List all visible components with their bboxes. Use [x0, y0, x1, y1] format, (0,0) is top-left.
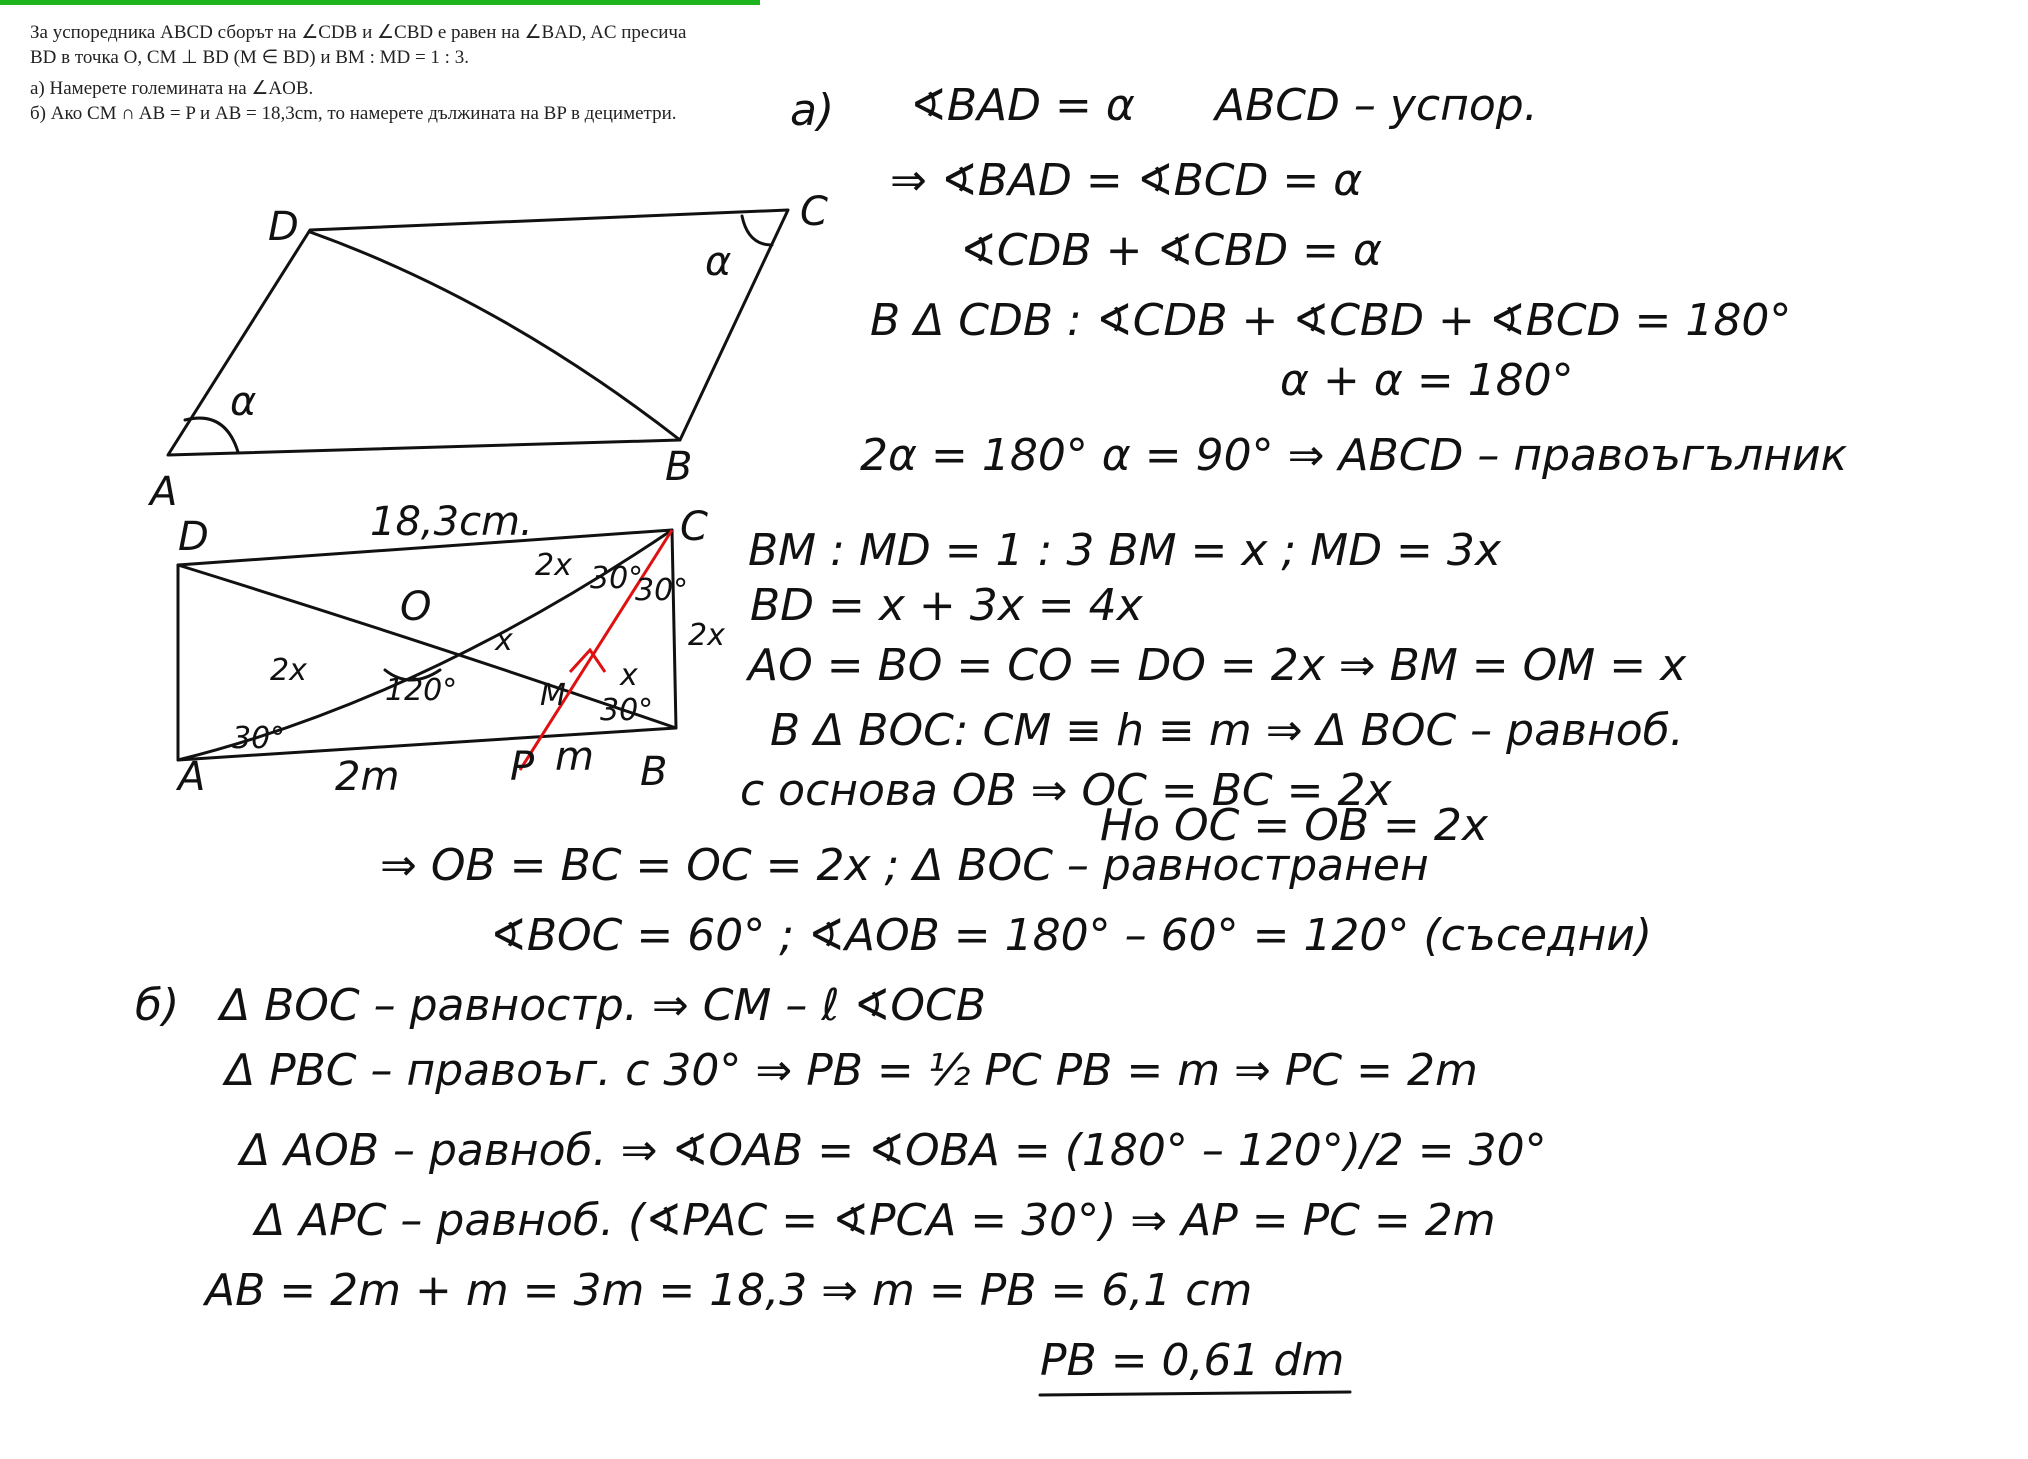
solution-part-a: [380, 80, 1848, 961]
solution-line-9: AO = BO = CO = DO = 2x ⇒ BM = OM = x: [748, 640, 1687, 691]
label-pb: m: [555, 734, 594, 780]
rect-vertex-c: C: [680, 504, 708, 550]
rect-vertex-b: B: [640, 749, 668, 795]
solution-line-4: В Δ CDB : ∢CDB + ∢CBD + ∢BCD = 180°: [870, 295, 1792, 346]
vertex-a: A: [150, 469, 178, 515]
answer-underline: [1040, 1392, 1350, 1395]
label-om: x: [495, 623, 513, 658]
solution-line-8: BD = x + 3x = 4x: [750, 580, 1143, 631]
solution-line-7: BM : MD = 1 : 3 BM = x ; MD = 3x: [748, 525, 1501, 576]
solution-line-11: с основа OB ⇒ OC = BC = 2x: [740, 765, 1392, 816]
solution-line-6: 2α = 180° α = 90° ⇒ ABCD – правоъгълник: [860, 430, 1848, 481]
label-angle-aob: 120°: [385, 673, 458, 708]
solution-line-14: ∢BOC = 60° ; ∢AOB = 180° – 60° = 120° (съседни): [490, 910, 1653, 961]
solution-line-10: В Δ BOC: CM ≡ h ≡ m ⇒ Δ BOC – равноб.: [770, 705, 1684, 756]
vertex-c: C: [800, 189, 828, 235]
angle-arc-c: [742, 216, 772, 245]
solution-line-18: Δ APC – равноб. (∢PAC = ∢PCA = 30°) ⇒ AP = PC = 2m: [255, 1195, 1496, 1246]
label-angle-b: 30°: [600, 693, 654, 728]
solution-line-12: Но OC = OB = 2x: [1100, 800, 1488, 851]
label-top-side: 18,3cm.: [370, 499, 533, 545]
label-ao: 2x: [270, 653, 307, 688]
label-oc: 2x: [535, 548, 572, 583]
solution-line-19: AB = 2m + m = 3m = 18,3 ⇒ m = PB = 6,1 cm: [205, 1265, 1253, 1316]
solution-line-15: Δ BOC – равностр. ⇒ CM – ℓ ∢OCB: [220, 980, 986, 1031]
solution-line-3: ∢CDB + ∢CBD = α: [960, 225, 1382, 276]
problem-line-4: б) Ако CM ∩ AB = P и AB = 18,3cm, то намерете дължината на BP в дециметри.: [30, 103, 677, 124]
figure-rectangle: [175, 499, 725, 800]
label-ap: 2m: [335, 754, 400, 800]
point-o: O: [400, 584, 432, 630]
angle-label-a: α: [230, 379, 257, 425]
solution-line-5: α + α = 180°: [1280, 355, 1574, 406]
point-m: M: [540, 678, 566, 713]
problem-line-1: За успоредника ABCD сборът на ∠CDB и ∠CBD е равен на ∠BAD, AC пресича: [30, 22, 687, 43]
rect-vertex-a: A: [178, 754, 206, 800]
label-angle-c2: 30°: [635, 573, 689, 608]
problem-line-3: а) Намерете големината на ∠AOB.: [30, 78, 314, 99]
part-b-label: б): [135, 980, 180, 1031]
solution-line-1b: ABCD – успор.: [1215, 80, 1538, 131]
problem-line-2: BD в точка O, CM ⊥ BD (M ∈ BD) и BM : MD = 1 : 3.: [30, 47, 469, 68]
solution-part-b: [135, 980, 1547, 1395]
solution-line-17: Δ AOB – равноб. ⇒ ∢OAB = ∢OBA = (180° – 120°)/2 = 30°: [240, 1125, 1547, 1176]
diagonal-bd: [310, 232, 680, 440]
label-mb: x: [620, 658, 638, 693]
rect-vertex-d: D: [178, 514, 209, 560]
solution-line-1a: ∢BAD = α: [910, 80, 1135, 131]
figure-parallelogram: [147, 189, 828, 515]
solution-line-13: ⇒ OB = BC = OC = 2x ; Δ BOC – равностранен: [380, 840, 1429, 891]
part-a-label: а): [790, 85, 835, 136]
solution-line-20: PB = 0,61 dm: [1040, 1335, 1345, 1386]
label-bc: 2x: [688, 618, 725, 653]
label-angle-c1: 30°: [590, 561, 644, 596]
vertex-d: D: [268, 204, 299, 250]
solution-line-2: ⇒ ∢BAD = ∢BCD = α: [890, 155, 1363, 206]
vertex-b: B: [665, 444, 693, 490]
solution-line-16: Δ PBC – правоъг. с 30° ⇒ PB = ½ PC PB = m ⇒ PC = 2m: [225, 1045, 1478, 1096]
point-p: P: [510, 744, 535, 790]
parallelogram-outline: [168, 210, 788, 455]
label-angle-a: 30°: [232, 721, 286, 756]
angle-label-c: α: [705, 239, 732, 285]
